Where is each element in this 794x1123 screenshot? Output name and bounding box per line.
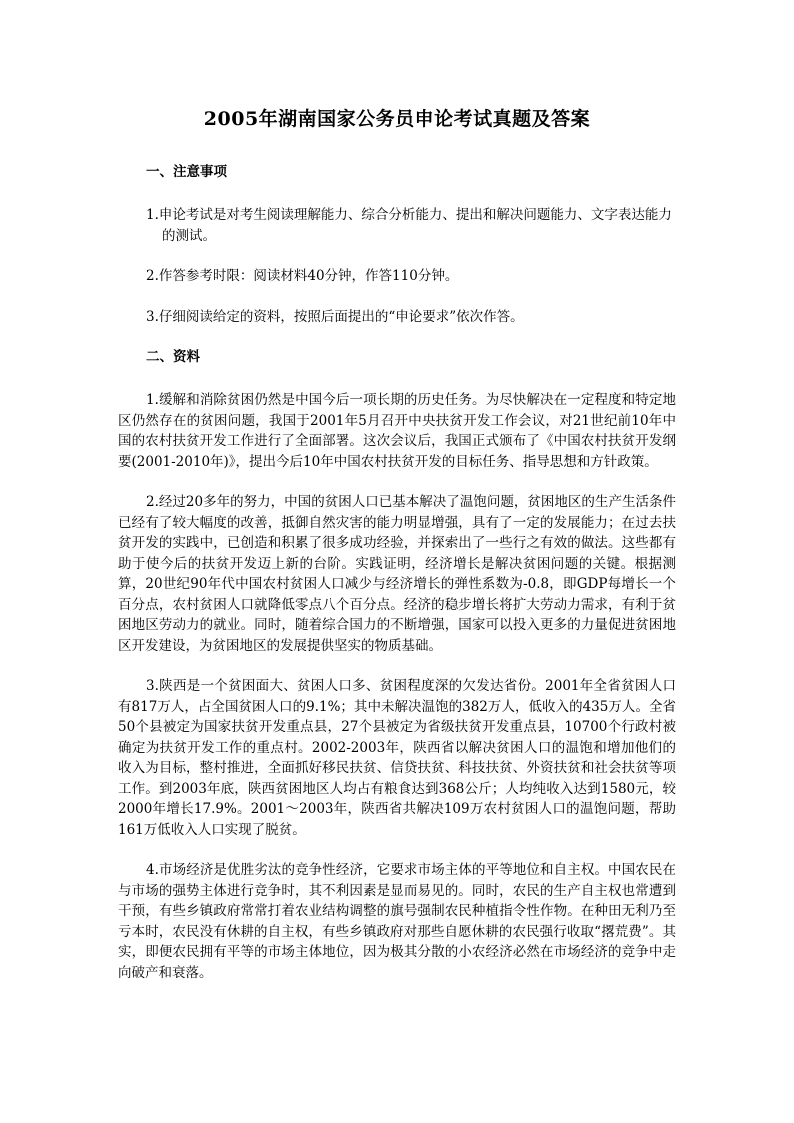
material-paragraph-3: 3.陕西是一个贫困面大、贫困人口多、贫困程度深的欠发达省份。2001年全省贫困人口有817万人，占全国贫困人口的9.1%；其中未解决温饱的382万人，低收入的435万人。全省50个县被定为国家扶贫开发重点县，27个县被定为省级扶贫开发重点县，10700个行政村被确定为扶贫开发工作的重点村。2002-2003年，陕西省以解决贫困人口的温饱和增加他们的收入为目标，整村推进，全面抓好移民扶贫、信贷扶贫、科技扶贫、外资扶贫和社会扶贫等项工作。到2003年底，陕西贫困地区人均占有粮食达到368公斤；人均纯收入达到1580元，较2000年增长17.9%。2001～2003年，陕西省共解决109万农村贫困人口的温饱问题，帮助161万低收入人口实现了脱贫。 [118, 678, 676, 838]
material-paragraph-2: 2.经过20多年的努力，中国的贫困人口已基本解决了温饱问题，贫困地区的生产生活条件已经有了较大幅度的改善，抵御自然灾害的能力明显增强，具有了一定的发展能力；在过去扶贫开发的实践中，已创造和积累了很多成功经验，并探索出了一些行之有效的做法。这些都有助于使今后的扶贫开发迈上新的台阶。实践证明，经济增长是解决贫困问题的关键。根据测算，20世纪90年代中国农村贫困人口减少与经济增长的弹性系数为-0.8，即GDP每增长一个百分点，农村贫困人口就降低零点八个百分点。经济的稳步增长将扩大劳动力需求，有利于贫困地区劳动力的就业。同时，随着综合国力的不断增强，国家可以投入更多的力量促进贫困地区开发建设，为贫困地区的发展提供坚实的物质基础。 [118, 494, 676, 654]
note-item-3: 3.仔细阅读给定的资料，按照后面提出的“申论要求”依次作答。 [146, 308, 524, 325]
notes-list [118, 205, 676, 327]
document-title: 2005年湖南国家公务员申论考试真题及答案 [203, 108, 591, 130]
section-heading-materials: 二、资料 [146, 349, 200, 365]
section-heading-notes: 一、注意事项 [146, 164, 227, 180]
note-item-2: 2.作答参考时限：阅读材料40分钟，作答110分钟。 [146, 268, 459, 284]
note-item-1: 1.申论考试是对考生阅读理解能力、综合分析能力、提出和解决问题能力、文字表达能力的测试。 [146, 207, 672, 244]
spacer [118, 287, 676, 307]
material-paragraph-1: 1.缓解和消除贫困仍然是中国今后一项长期的历史任务。为尽快解决在一定程度和特定地区仍然存在的贫困问题，我国于2001年5月召开中央扶贫开发工作会议，对21世纪前10年中国的农村扶贫开发工作进行了全面部署。这次会议后，我国正式颁布了《中国农村扶贫开发纲要(2001-2010年)》，提出今后10年中国农村扶贫开发的目标任务、指导思想和方针政策。 [118, 392, 676, 470]
material-paragraph-4: 4.市场经济是优胜劣汰的竞争性经济，它要求市场主体的平等地位和自主权。中国农民在与市场的强势主体进行竞争时，其不利因素是显而易见的。同时，农民的生产自主权也常遭到干预，有些乡镇政府常常打着农业结构调整的旗号强制农民种植指令性作物。在种田无利乃至亏本时，农民没有休耕的自主权，有些乡镇政府对那些自愿休耕的农民强行收取“撂荒费”。其实，即便农民拥有平等的市场主体地位，因为极其分散的小农经济必然在市场经济的竞争中走向破产和衰落。 [118, 862, 676, 981]
spacer [118, 246, 676, 266]
